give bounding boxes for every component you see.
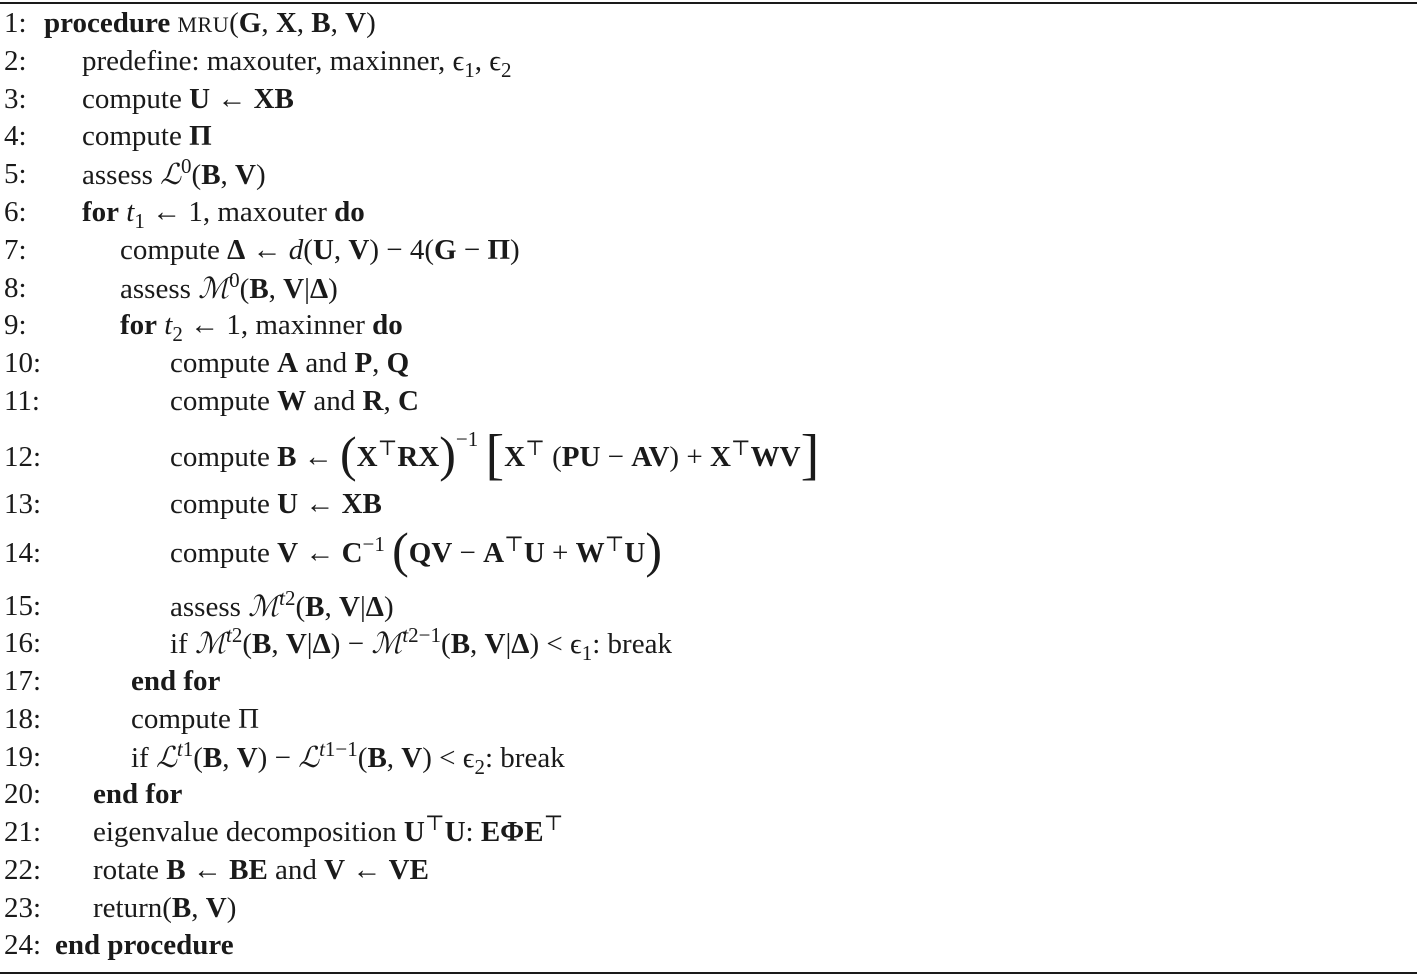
algo-code: assess ℒ$^0$(B, V) — [82, 154, 266, 191]
algo-line-14 — [0, 522, 1417, 578]
algo-line-10 — [0, 346, 1417, 380]
algo-code: if ℳ$^{t2}$(B, V|Δ) − ℳ$^{t2-1}$(B, $V|\Delta) < \epsilon_1$: break — [170, 623, 672, 665]
algo-code: end procedure — [55, 929, 234, 961]
line-number: 2: — [4, 45, 27, 77]
algo-line-3 — [0, 82, 1417, 116]
algo-code: compute Π — [131, 703, 260, 735]
line-number: 1: — [4, 7, 27, 39]
line-number: 12: — [4, 441, 42, 473]
algo-line-13 — [0, 487, 1417, 521]
algo-line-23 — [0, 891, 1417, 925]
algo-code: predefine: maxouter, maxinner, $\epsilon_1$, $\epsilon_2$ — [82, 45, 512, 82]
algo-line-4 — [0, 119, 1417, 153]
algo-line-21 — [0, 811, 1417, 849]
bottom-rule — [0, 972, 1417, 974]
algo-line-20 — [0, 777, 1417, 811]
algo-code: eigenvalue decomposition U⊤U: EΦE⊤ — [93, 811, 564, 848]
line-number: 5: — [4, 158, 27, 190]
line-number: 14: — [4, 537, 42, 569]
algo-line-24 — [0, 928, 1417, 962]
line-number: 8: — [4, 272, 27, 304]
algo-line-11 — [0, 384, 1417, 418]
algo-code: if ℒ$^{t1}$(B, V) − ℒ$^{t1-1}$(B, $V) < \epsilon_2$: break — [131, 737, 565, 779]
algo-code: return(B, V) — [93, 892, 237, 924]
line-number: 3: — [4, 83, 27, 115]
line-number: 9: — [4, 309, 27, 341]
algo-line-6 — [0, 195, 1417, 233]
algo-code: end for — [93, 778, 183, 810]
algo-line-12 — [0, 424, 1417, 486]
algo-line-1 — [0, 6, 1417, 40]
algo-line-8 — [0, 268, 1417, 305]
line-number: 19: — [4, 741, 42, 773]
line-number: 10: — [4, 347, 42, 379]
algo-code: assess ℳ$^{t2}$(B, V|Δ) — [170, 586, 394, 623]
line-number: 16: — [4, 627, 42, 659]
algo-line-22 — [0, 853, 1417, 887]
line-number: 18: — [4, 703, 42, 735]
algo-code: rotate B ← BE and V ← VE — [93, 854, 429, 886]
algo-code: compute W and R, C — [170, 385, 419, 417]
algo-code: compute B ← $(X^⊤RX)^{-1}$ [X⊤ (PU − AV) + X⊤WV] — [170, 424, 820, 486]
algo-code: for $t_2$ ← 1, maxinner do — [120, 309, 403, 346]
line-number: 7: — [4, 234, 27, 266]
line-number: 22: — [4, 854, 42, 886]
algo-line-2 — [0, 44, 1417, 82]
line-number: 20: — [4, 778, 42, 810]
algo-code: compute U ← XB — [82, 83, 294, 115]
algo-line-17 — [0, 664, 1417, 698]
algo-code: compute U ← XB — [170, 488, 382, 520]
algo-code: assess ℳ$^0$(B, V|Δ) — [120, 268, 338, 305]
algo-code: end for — [131, 665, 221, 697]
line-number: 17: — [4, 665, 42, 697]
algo-line-5 — [0, 154, 1417, 191]
algo-line-18 — [0, 702, 1417, 736]
algo-line-15 — [0, 586, 1417, 623]
line-number: 23: — [4, 892, 42, 924]
algo-line-19 — [0, 737, 1417, 779]
algo-code: compute A and P, Q — [170, 347, 410, 379]
line-number: 6: — [4, 196, 27, 228]
line-number: 4: — [4, 120, 27, 152]
algo-line-16 — [0, 623, 1417, 665]
algo-code: compute Δ ← d(U, V) − 4(G − Π) — [120, 234, 520, 266]
top-rule — [0, 2, 1417, 4]
algo-line-9 — [0, 308, 1417, 346]
algo-code: procedure MRU(G, X, B, V) — [44, 7, 376, 39]
line-number: 15: — [4, 590, 42, 622]
line-number: 24: — [4, 929, 42, 961]
line-number: 13: — [4, 488, 42, 520]
line-number: 21: — [4, 816, 42, 848]
algo-code: compute Π — [82, 120, 212, 152]
algo-line-7 — [0, 233, 1417, 267]
algo-code: for $t_1$ ← 1, maxouter do — [82, 196, 365, 233]
algo-code: compute V ← $C^{-1}$ (QV − A⊤U + W⊤U) — [170, 522, 662, 578]
line-number: 11: — [4, 385, 40, 417]
